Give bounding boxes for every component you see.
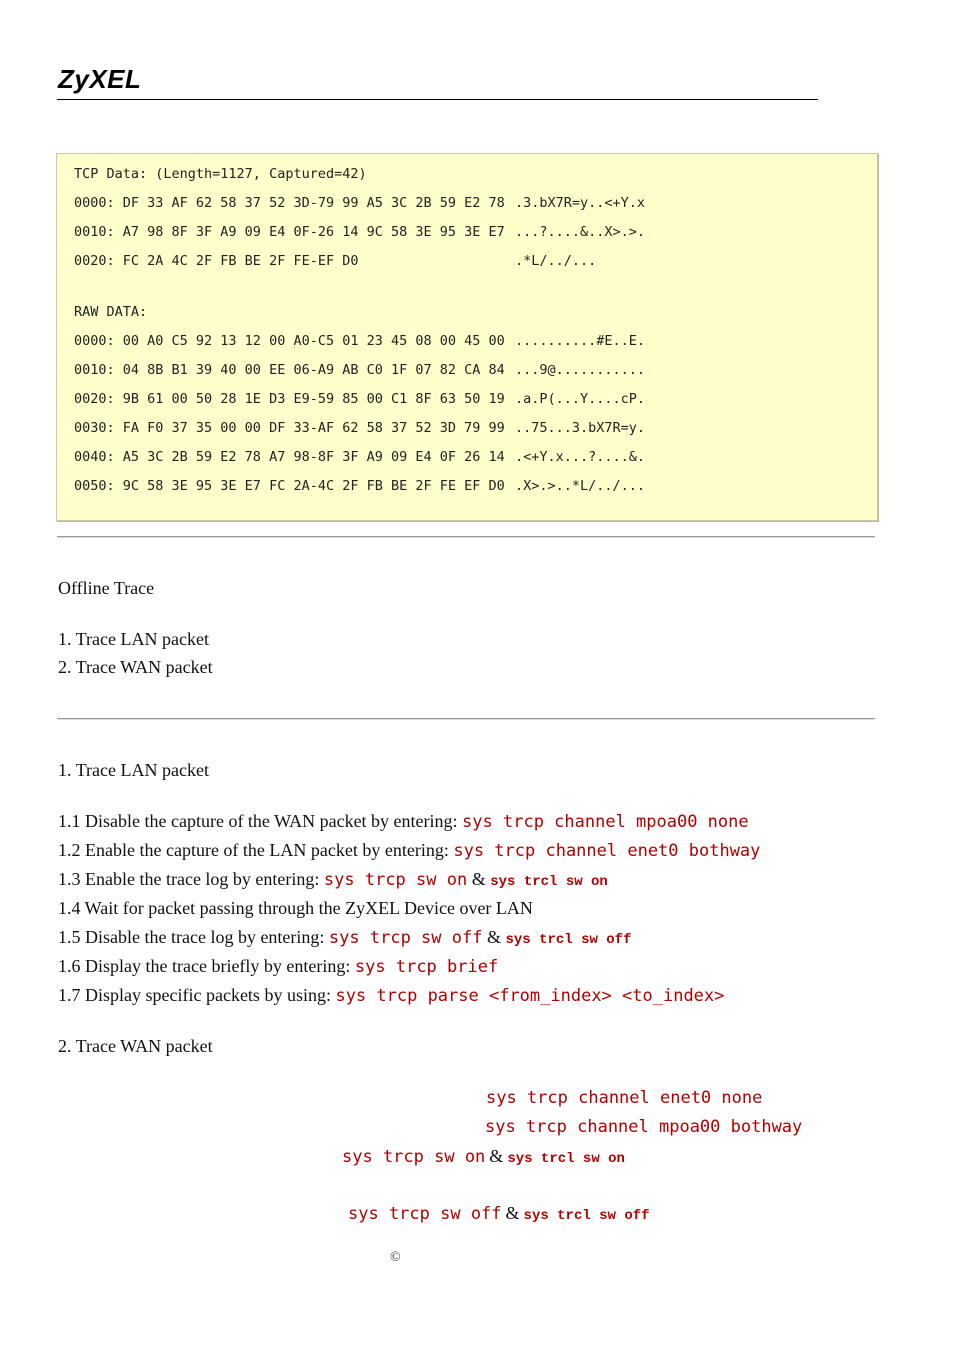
tcp-ascii-row: ...?....&..X>.>. — [515, 224, 646, 240]
command-text-secondary: sys trcl sw off — [523, 1208, 650, 1224]
raw-hex-row: 0020: 9B 61 00 50 28 1E D3 E9-59 85 00 C1 8F 63 50 19 — [74, 391, 505, 407]
command-text: sys trcp channel mpoa00 none — [462, 812, 749, 832]
command-text: sys trcp channel enet0 bothway — [453, 841, 761, 861]
raw-ascii-row: ..........#E..E. — [515, 333, 646, 349]
section-divider — [57, 718, 875, 720]
tcp-ascii-row: .3.bX7R=y..<+Y.x — [515, 195, 646, 211]
step-text: 1.1 Disable the capture of the WAN packet by entering: — [58, 811, 463, 831]
toc-link-wan[interactable]: 2. Trace WAN packet — [58, 657, 213, 677]
command-text: sys trcp sw on — [323, 870, 468, 890]
wan-command-line — [348, 1202, 650, 1227]
ampersand: & — [489, 1146, 504, 1166]
command-text: sys trcp sw off — [348, 1204, 502, 1224]
header-rule — [57, 99, 818, 100]
tcp-data-title: TCP Data: (Length=1127, Captured=42) — [74, 166, 367, 182]
ampersand: & — [505, 1203, 520, 1223]
section-divider — [57, 536, 875, 538]
command-text-secondary: sys trcl sw on — [490, 874, 608, 890]
step-text: 1.6 Display the trace briefly by entering: — [58, 956, 355, 976]
wan-section-heading: 2. Trace WAN packet — [58, 1036, 213, 1056]
lan-step — [58, 839, 760, 862]
command-text: sys trcp parse <from_index> <to_index> — [335, 986, 725, 1006]
offline-trace-title: Offline Trace — [58, 578, 155, 598]
raw-hex-row: 0050: 9C 58 3E 95 3E E7 FC 2A-4C 2F FB BE 2F FE EF D0 — [74, 478, 505, 494]
copyright-symbol: © — [390, 1250, 401, 1265]
step-text: 1.4 Wait for packet passing through the ZyXEL Device over LAN — [58, 898, 533, 918]
command-text: sys trcp brief — [354, 957, 499, 977]
raw-ascii-row: .X>.>..*L/../... — [515, 478, 646, 494]
tcp-hex-row: 0000: DF 33 AF 62 58 37 52 3D-79 99 A5 3C 2B 59 E2 78 — [74, 195, 505, 211]
tcp-hex-row: 0010: A7 98 8F 3F A9 09 E4 0F-26 14 9C 58 3E 95 3E E7 — [74, 224, 505, 240]
command-text: sys trcp sw off — [328, 928, 483, 948]
step-text: 1.5 Disable the trace log by entering: — [58, 927, 329, 947]
tcp-ascii-row: .*L/../... — [515, 253, 597, 269]
zyxel-logo: ZyXEL — [58, 64, 142, 94]
raw-hex-row: 0000: 00 A0 C5 92 13 12 00 A0-C5 01 23 45 08 00 45 00 — [74, 333, 505, 349]
ampersand: & — [467, 869, 491, 889]
raw-ascii-row: ...9@........... — [515, 362, 646, 378]
step-text: 1.2 Enable the capture of the LAN packet by entering: — [58, 840, 454, 860]
wan-command: sys trcp channel mpoa00 bothway — [485, 1117, 803, 1137]
lan-step — [58, 926, 632, 951]
command-text: sys trcp sw on — [342, 1147, 486, 1167]
step-text: 1.7 Display specific packets by using: — [58, 985, 336, 1005]
command-text-secondary: sys trcl sw off — [505, 932, 632, 948]
wan-command-line — [342, 1145, 625, 1170]
toc-link-lan[interactable]: 1. Trace LAN packet — [58, 629, 209, 649]
packet-dump-box — [56, 153, 878, 521]
lan-step — [58, 810, 749, 833]
raw-data-title: RAW DATA: — [74, 304, 148, 320]
step-text: 1.3 Enable the trace log by entering: — [58, 869, 324, 889]
lan-step — [58, 955, 498, 978]
wan-command: sys trcp channel enet0 none — [486, 1088, 763, 1108]
raw-ascii-row: ..75...3.bX7R=y. — [515, 420, 646, 436]
lan-step — [58, 897, 533, 919]
raw-hex-row: 0010: 04 8B B1 39 40 00 EE 06-A9 AB C0 1F 07 82 CA 84 — [74, 362, 505, 378]
raw-hex-row: 0030: FA F0 37 35 00 00 DF 33-AF 62 58 37 52 3D 79 99 — [74, 420, 505, 436]
command-text-secondary: sys trcl sw on — [507, 1151, 625, 1167]
raw-ascii-row: .a.P(...Y....cP. — [515, 391, 646, 407]
raw-hex-row: 0040: A5 3C 2B 59 E2 78 A7 98-8F 3F A9 09 E4 0F 26 14 — [74, 449, 505, 465]
lan-section-heading: 1. Trace LAN packet — [58, 760, 209, 780]
lan-step — [58, 868, 608, 893]
tcp-hex-row: 0020: FC 2A 4C 2F FB BE 2F FE-EF D0 — [74, 253, 359, 269]
raw-ascii-row: .<+Y.x...?....&. — [515, 449, 646, 465]
lan-step — [58, 984, 724, 1007]
ampersand: & — [482, 927, 506, 947]
